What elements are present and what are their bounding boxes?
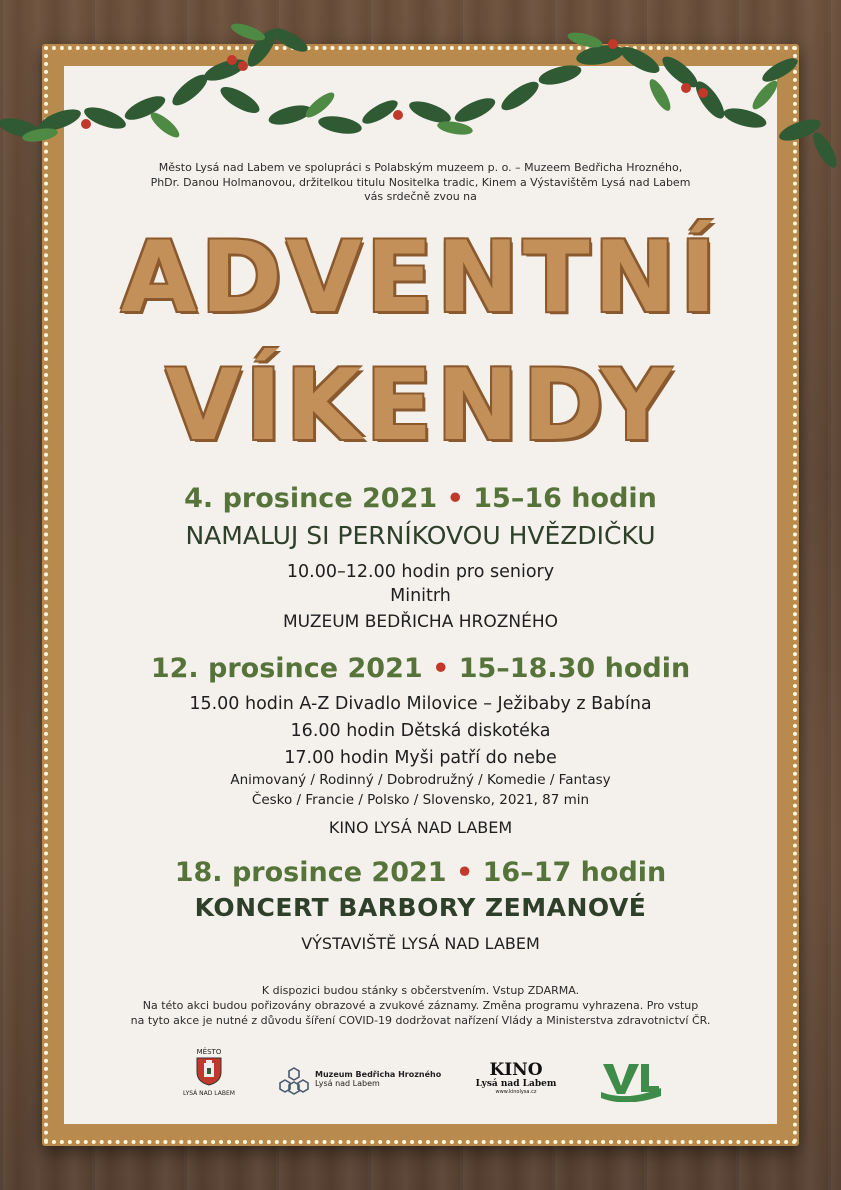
title-vikendy bbox=[64, 346, 777, 466]
mesto-logo-bottom: LYSÁ NAD LABEM bbox=[183, 1090, 235, 1097]
event-date: 4. prosince 2021 bbox=[184, 483, 438, 514]
partner-logos bbox=[64, 1048, 777, 1108]
bullet-dot: • bbox=[432, 653, 450, 684]
kino-logo-place: Lysá nad Labem bbox=[475, 1079, 557, 1089]
kino-logo-title: KINO bbox=[489, 1060, 543, 1080]
event-time: 16–17 hodin bbox=[482, 857, 667, 888]
museum-logo bbox=[277, 1066, 447, 1096]
event-line: 15.00 hodin A-Z Divadlo Milovice – Ježibaby z Babína bbox=[189, 694, 652, 714]
event-small-line: Česko / Francie / Polsko / Slovensko, 2021, 87 min bbox=[251, 792, 590, 808]
event-2 bbox=[64, 652, 777, 840]
event-time: 15–16 hodin bbox=[473, 483, 657, 514]
title-line-2: VÍKENDY bbox=[165, 349, 676, 463]
museum-hexagon-icon bbox=[277, 1066, 311, 1096]
intro-line: Město Lysá nad Labem ve spolupráci s Polabským muzeem p. o. – Muzeem Bedřicha Hrozného, bbox=[158, 161, 683, 174]
event-line: 17.00 hodin Myši patří do nebe bbox=[284, 748, 557, 768]
title-line-1: ADVENTNÍ bbox=[120, 221, 721, 335]
event-date-line bbox=[64, 652, 777, 686]
vystaviste-logo bbox=[597, 1058, 665, 1102]
event-line: 16.00 hodin Dětská diskotéka bbox=[290, 721, 551, 741]
leaf-garland-icon bbox=[0, 0, 841, 180]
event-3 bbox=[64, 856, 777, 956]
event-time: 15–18.30 hodin bbox=[458, 653, 691, 684]
museum-logo-name: Muzeum Bedřicha Hrozného bbox=[315, 1070, 442, 1079]
bullet-dot: • bbox=[446, 483, 464, 514]
mesto-logo-top: MĚSTO bbox=[196, 1048, 222, 1056]
kino-logo-url: www.kinolysa.cz bbox=[495, 1089, 537, 1095]
event-venue: KINO LYSÁ NAD LABEM bbox=[328, 818, 513, 837]
bullet-dot: • bbox=[455, 857, 474, 888]
kino-logo bbox=[471, 1062, 561, 1095]
footer-line: K dispozici budou stánky s občerstvením. Vstup ZDARMA. bbox=[261, 984, 580, 997]
footer-line: na tyto akce je nutné z důvodu šíření COVID-19 dodržovat nařízení Vlády a Ministerstva zdravotnictví ČR. bbox=[130, 1014, 711, 1027]
intro-line: vás srdečně zvou na bbox=[364, 190, 477, 203]
event-title: NAMALUJ SI PERNÍKOVOU HVĚZDIČKU bbox=[185, 521, 656, 550]
event-line: 10.00–12.00 hodin pro seniory bbox=[286, 562, 555, 582]
vystaviste-mark-icon bbox=[597, 1058, 665, 1102]
event-line: Minitrh bbox=[390, 586, 451, 606]
footer-notes bbox=[64, 983, 777, 1028]
event-1 bbox=[64, 482, 777, 634]
event-date-line bbox=[64, 856, 777, 890]
intro-text bbox=[64, 161, 777, 205]
title-adventni bbox=[64, 218, 777, 338]
mesto-logo bbox=[174, 1048, 244, 1097]
event-title: KONCERT BARBORY ZEMANOVÉ bbox=[194, 893, 647, 922]
event-small-line: Animovaný / Rodinný / Dobrodružný / Komedie / Fantasy bbox=[230, 772, 611, 788]
event-venue: VÝSTAVIŠTĚ LYSÁ NAD LABEM bbox=[301, 934, 540, 953]
event-date-line bbox=[64, 482, 777, 516]
event-date: 18. prosince 2021 bbox=[174, 857, 447, 888]
event-venue: MUZEUM BEDŘICHA HROZNÉHO bbox=[283, 612, 558, 632]
coat-of-arms-icon bbox=[195, 1056, 223, 1086]
museum-logo-place: Lysá nad Labem bbox=[315, 1079, 380, 1088]
event-date: 12. prosince 2021 bbox=[150, 653, 423, 684]
footer-line: Na této akci budou pořizovány obrazové a zvukové záznamy. Změna programu vyhrazena. Pro vstup bbox=[142, 999, 699, 1012]
intro-line: PhDr. Danou Holmanovou, držitelkou titulu Nositelka tradic, Kinem a Výstavištěm Lysá nad Labem bbox=[150, 175, 691, 189]
